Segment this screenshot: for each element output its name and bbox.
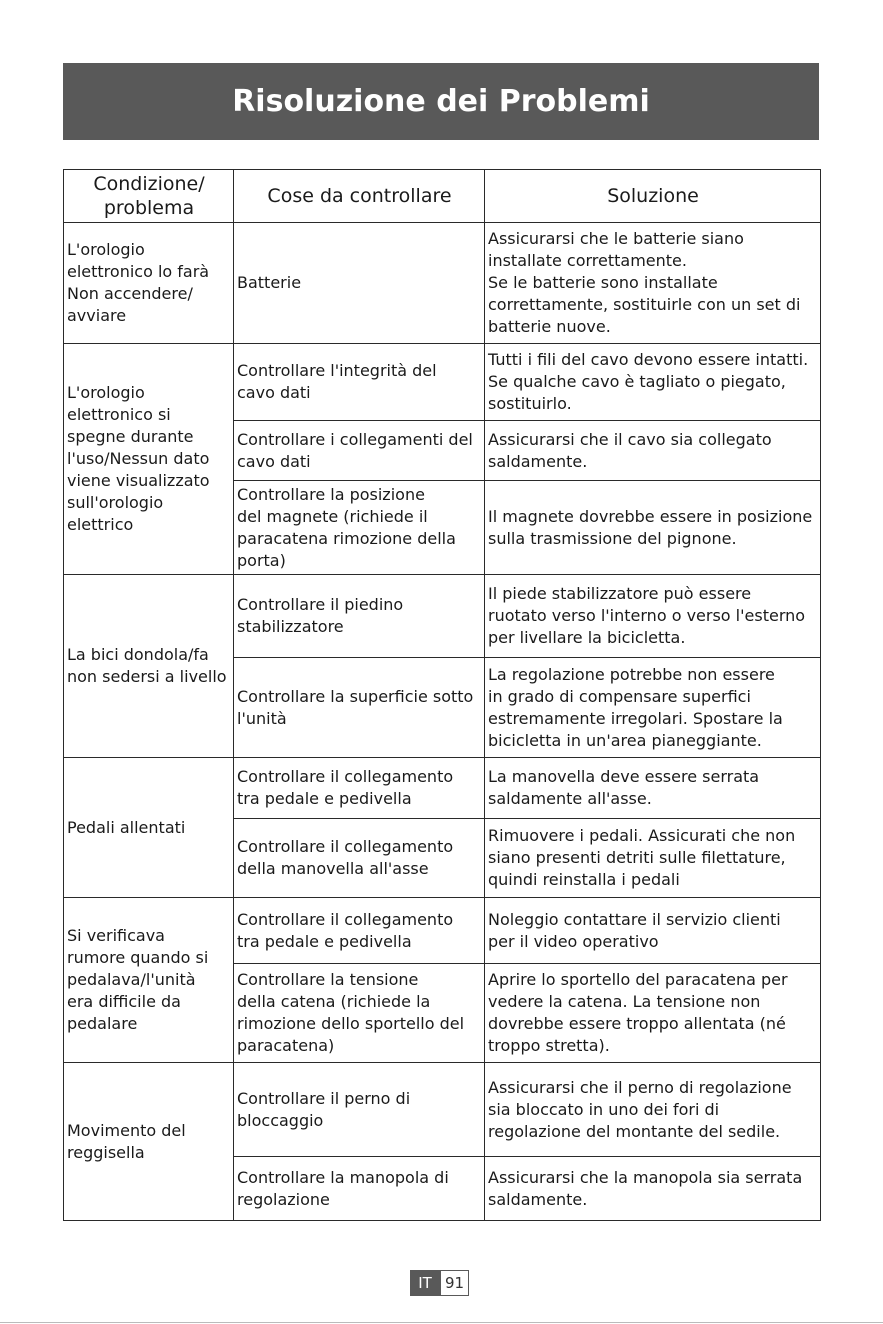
check-cell: Controllare l'integrità del cavo dati: [234, 344, 485, 421]
solution-cell: La regolazione potrebbe non essere in grado di compensare superfici estremamente irregolari. Spostare la bicicletta in un'area pianeggiante.: [485, 658, 821, 758]
header-solution: Soluzione: [485, 170, 821, 223]
table-row: [64, 223, 821, 344]
check-cell: Controllare la manopola di regolazione: [234, 1157, 485, 1221]
language-badge: IT: [410, 1270, 440, 1296]
condition-cell: La bici dondola/fa non sedersi a livello: [64, 575, 234, 758]
check-cell: Batterie: [234, 223, 485, 344]
solution-cell: Rimuovere i pedali. Assicurati che non siano presenti detriti sulle filettature, quindi reinstalla i pedali: [485, 819, 821, 898]
solution-cell: La manovella deve essere serrata saldamente all'asse.: [485, 758, 821, 819]
header-condition: Condizione/ problema: [64, 170, 234, 223]
solution-cell: Assicurarsi che il cavo sia collegato saldamente.: [485, 421, 821, 481]
table-row: [64, 575, 821, 658]
check-cell: Controllare il piedino stabilizzatore: [234, 575, 485, 658]
troubleshooting-table: [63, 169, 821, 1221]
table-row: [64, 898, 821, 964]
table-row: [64, 344, 821, 421]
condition-cell: Si verificava rumore quando si pedalava/l'unità era difficile da pedalare: [64, 898, 234, 1063]
condition-cell: L'orologio elettronico lo farà Non accendere/ avviare: [64, 223, 234, 344]
check-cell: Controllare la tensione della catena (richiede la rimozione dello sportello del paracatena): [234, 964, 485, 1063]
solution-cell: Noleggio contattare il servizio clienti per il video operativo: [485, 898, 821, 964]
check-cell: Controllare la superficie sotto l'unità: [234, 658, 485, 758]
table-row: [64, 1063, 821, 1157]
solution-cell: Tutti i fili del cavo devono essere intatti. Se qualche cavo è tagliato o piegato, sostituirlo.: [485, 344, 821, 421]
solution-cell: Assicurarsi che le batterie siano installate correttamente. Se le batterie sono installate correttamente, sostituirle con un set di batterie nuove.: [485, 223, 821, 344]
solution-cell: Aprire lo sportello del paracatena per vedere la catena. La tensione non dovrebbe essere troppo allentata (né troppo stretta).: [485, 964, 821, 1063]
header-checks: Cose da controllare: [234, 170, 485, 223]
solution-cell: Il magnete dovrebbe essere in posizione sulla trasmissione del pignone.: [485, 481, 821, 575]
check-cell: Controllare il perno di bloccaggio: [234, 1063, 485, 1157]
page-number: 91: [440, 1270, 469, 1296]
table-row: [64, 758, 821, 819]
check-cell: Controllare i collegamenti del cavo dati: [234, 421, 485, 481]
solution-cell: Assicurarsi che il perno di regolazione sia bloccato in uno dei fori di regolazione del montante del sedile.: [485, 1063, 821, 1157]
solution-cell: Assicurarsi che la manopola sia serrata saldamente.: [485, 1157, 821, 1221]
check-cell: Controllare la posizione del magnete (richiede il paracatena rimozione della porta): [234, 481, 485, 575]
table-header-row: [64, 170, 821, 223]
condition-cell: L'orologio elettronico si spegne durante l'uso/Nessun dato viene visualizzato sull'orologio elettrico: [64, 344, 234, 575]
condition-cell: Pedali allentati: [64, 758, 234, 898]
page-title-bar: [63, 63, 819, 140]
check-cell: Controllare il collegamento tra pedale e pedivella: [234, 898, 485, 964]
condition-cell: Movimento del reggisella: [64, 1063, 234, 1221]
page-footer: [410, 1270, 469, 1296]
check-cell: Controllare il collegamento della manovella all'asse: [234, 819, 485, 898]
solution-cell: Il piede stabilizzatore può essere ruotato verso l'interno o verso l'esterno per livellare la bicicletta.: [485, 575, 821, 658]
bottom-divider: [0, 1322, 883, 1323]
page-title: Risoluzione dei Problemi: [232, 84, 650, 119]
check-cell: Controllare il collegamento tra pedale e pedivella: [234, 758, 485, 819]
